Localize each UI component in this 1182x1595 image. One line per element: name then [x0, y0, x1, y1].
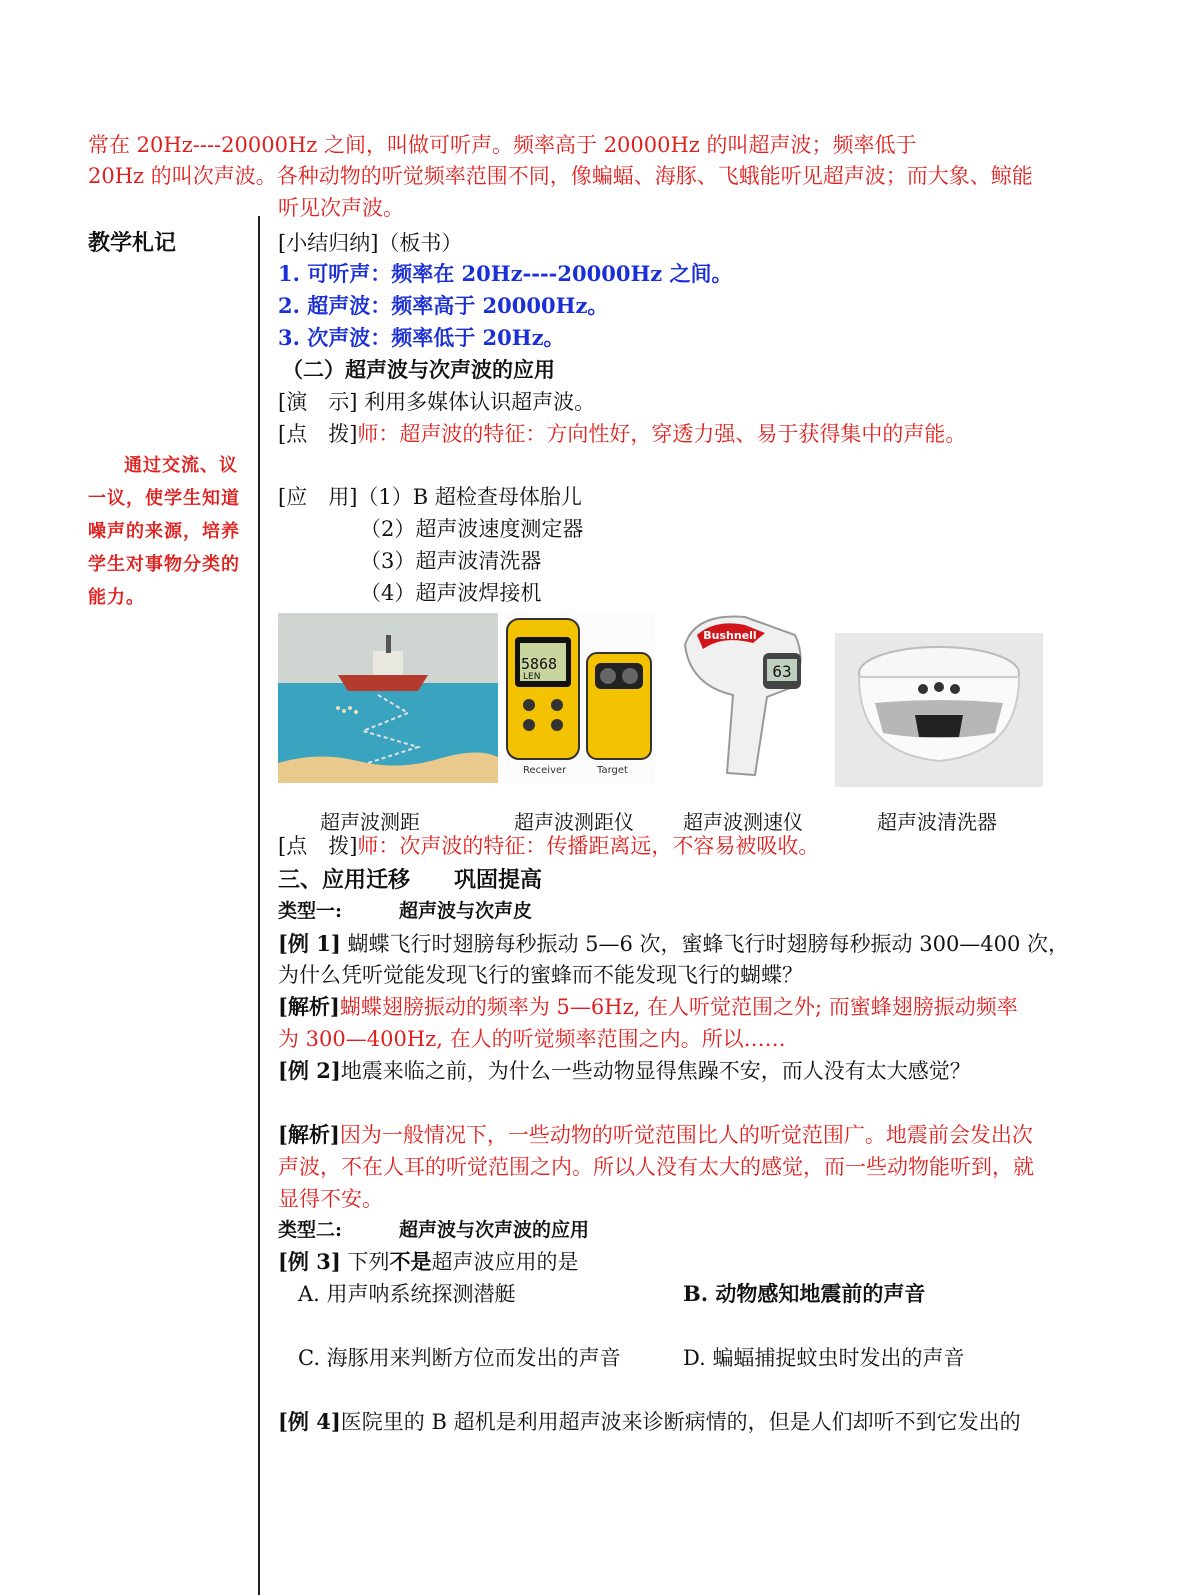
demo-label: [演 示] — [278, 390, 358, 414]
example-3-emphasis: 不是 — [389, 1249, 432, 1274]
example-1-line-1 — [278, 928, 1069, 960]
answer-1-line-1 — [278, 991, 1018, 1023]
caption-3: 超声波测速仪 — [683, 810, 803, 834]
tip2-text: 师：次声波的特征：传播距离远，不容易被吸收。 — [357, 834, 820, 858]
example-4-text: 医院里的 B 超机是利用超声波来诊断病情的，但是人们却听不到它发出的 — [340, 1410, 1021, 1434]
app-item-1: （1）B 超检查母体胎儿 — [357, 485, 582, 509]
app-item-4: （4）超声波焊接机 — [360, 581, 542, 605]
option-a: A. 用声呐系统探测潜艇 — [298, 1282, 516, 1306]
answer-2-line-1 — [278, 1119, 1033, 1151]
example-3-line — [278, 1246, 578, 1278]
ultrasonic-range-meter-image — [505, 613, 655, 783]
answer-1-label: [解析] — [278, 994, 340, 1019]
margin-divider — [258, 216, 260, 1595]
sidebar-note: 通过交流、议一议，使学生知道噪声的来源，培养学生对事物分类的能力。 — [88, 455, 240, 608]
range-meter-target: Target — [597, 765, 628, 776]
sidebar-heading: 教学札记 — [88, 230, 177, 256]
range-meter-receiver: Receiver — [523, 765, 567, 776]
tip1-line — [278, 418, 966, 450]
example-3-pre: 下列 — [340, 1250, 390, 1274]
example-1-line-2: 为什么凭听觉能发现飞行的蜜蜂而不能发现飞行的蝴蝶？ — [278, 963, 803, 987]
example-3-post: 超声波应用的是 — [431, 1250, 579, 1274]
demo-line — [278, 386, 595, 418]
example-3-label: [例 3] — [278, 1249, 341, 1274]
example-1-text: 蝴蝶飞行时翅膀每秒振动 5—6 次，蜜蜂飞行时翅膀每秒振动 300—400 次， — [340, 932, 1070, 956]
section2-title: （二）超声波与次声波的应用 — [282, 357, 555, 382]
answer-2-label: [解析] — [278, 1122, 340, 1147]
tip2-label: [点 拨] — [278, 834, 358, 858]
example-2-text: 地震来临之前，为什么一些动物显得焦躁不安，而人没有太大感觉？ — [340, 1059, 971, 1083]
summary-label: [小结归纳] — [278, 231, 379, 255]
option-c: C. 海豚用来判断方位而发出的声音 — [298, 1346, 621, 1370]
option-d: D. 蝙蝠捕捉蚊虫时发出的声音 — [683, 1346, 965, 1370]
caption-4: 超声波清洗器 — [877, 810, 997, 834]
intro-line-2: 20Hz 的叫次声波。各种动物的听觉频率范围不同，像蝙蝠、海豚、飞蛾能听见超声波；而大象、鲸能 — [88, 164, 1033, 188]
answer-2-text: 因为一般情况下，一些动物的听觉范围比人的听觉范围广。地震前会发出次 — [339, 1123, 1033, 1147]
demo-text: 利用多媒体认识超声波。 — [364, 390, 596, 414]
summary-note: （板书） — [378, 231, 463, 255]
intro-line-3: 听见次声波。 — [278, 196, 404, 220]
example-4-line — [278, 1406, 1021, 1438]
speed-gun-image — [675, 605, 815, 785]
summary-item-2: 2. 超声波：频率高于 20000Hz。 — [278, 293, 609, 318]
tip2-line — [278, 830, 819, 862]
range-meter-display: 5868 — [520, 655, 558, 673]
answer-1-text: 蝴蝶翅膀振动的频率为 5—6Hz, 在人听觉范围之外; 而蜜蜂翅膀振动频率 — [339, 995, 1018, 1019]
tip1-text: 师：超声波的特征：方向性好，穿透力强、易于获得集中的声能。 — [357, 422, 967, 446]
apply-label: [应 用] — [278, 485, 358, 509]
example-1-label: [例 1] — [278, 931, 341, 956]
section3-title: 三、应用迁移 巩固提高 — [278, 867, 543, 893]
answer-2-line-2: 声波，不在人耳的听觉范围之内。所以人没有太大的感觉，而一些动物能听到，就 — [278, 1155, 1034, 1179]
range-meter-len: LEN — [523, 672, 541, 682]
sonar-ranging-image — [278, 613, 498, 783]
caption-2: 超声波测距仪 — [514, 810, 634, 834]
caption-1: 超声波测距 — [320, 810, 420, 834]
summary-header — [278, 227, 462, 259]
answer-1-line-2: 为 300—400Hz, 在人的听觉频率范围之内。所以…… — [278, 1027, 786, 1051]
type1-heading: 类型一: 超声波与次声皮 — [278, 900, 533, 922]
example-2-label: [例 2] — [278, 1058, 341, 1083]
speed-gun-brand: Bushnell — [703, 629, 757, 642]
answer-2-line-3: 显得不安。 — [278, 1187, 383, 1211]
speed-gun-display: 63 — [772, 662, 792, 681]
apply-line — [278, 481, 582, 513]
ultrasonic-cleaner-image — [835, 633, 1043, 787]
app-item-2: （2）超声波速度测定器 — [360, 517, 584, 541]
summary-item-1: 1. 可听声：频率在 20Hz----20000Hz 之间。 — [278, 261, 733, 286]
intro-line-1: 常在 20Hz----20000Hz 之间，叫做可听声。频率高于 20000Hz 的叫超声波；频率低于 — [88, 133, 917, 157]
option-b: B. 动物感知地震前的声音 — [683, 1281, 926, 1306]
example-4-label: [例 4] — [278, 1409, 341, 1434]
type2-heading: 类型二: 超声波与次声波的应用 — [278, 1219, 590, 1241]
tip1-label: [点 拨] — [278, 422, 358, 446]
app-item-3: （3）超声波清洗器 — [360, 549, 542, 573]
example-2-line — [278, 1055, 971, 1087]
summary-item-3: 3. 次声波：频率低于 20Hz。 — [278, 325, 565, 350]
